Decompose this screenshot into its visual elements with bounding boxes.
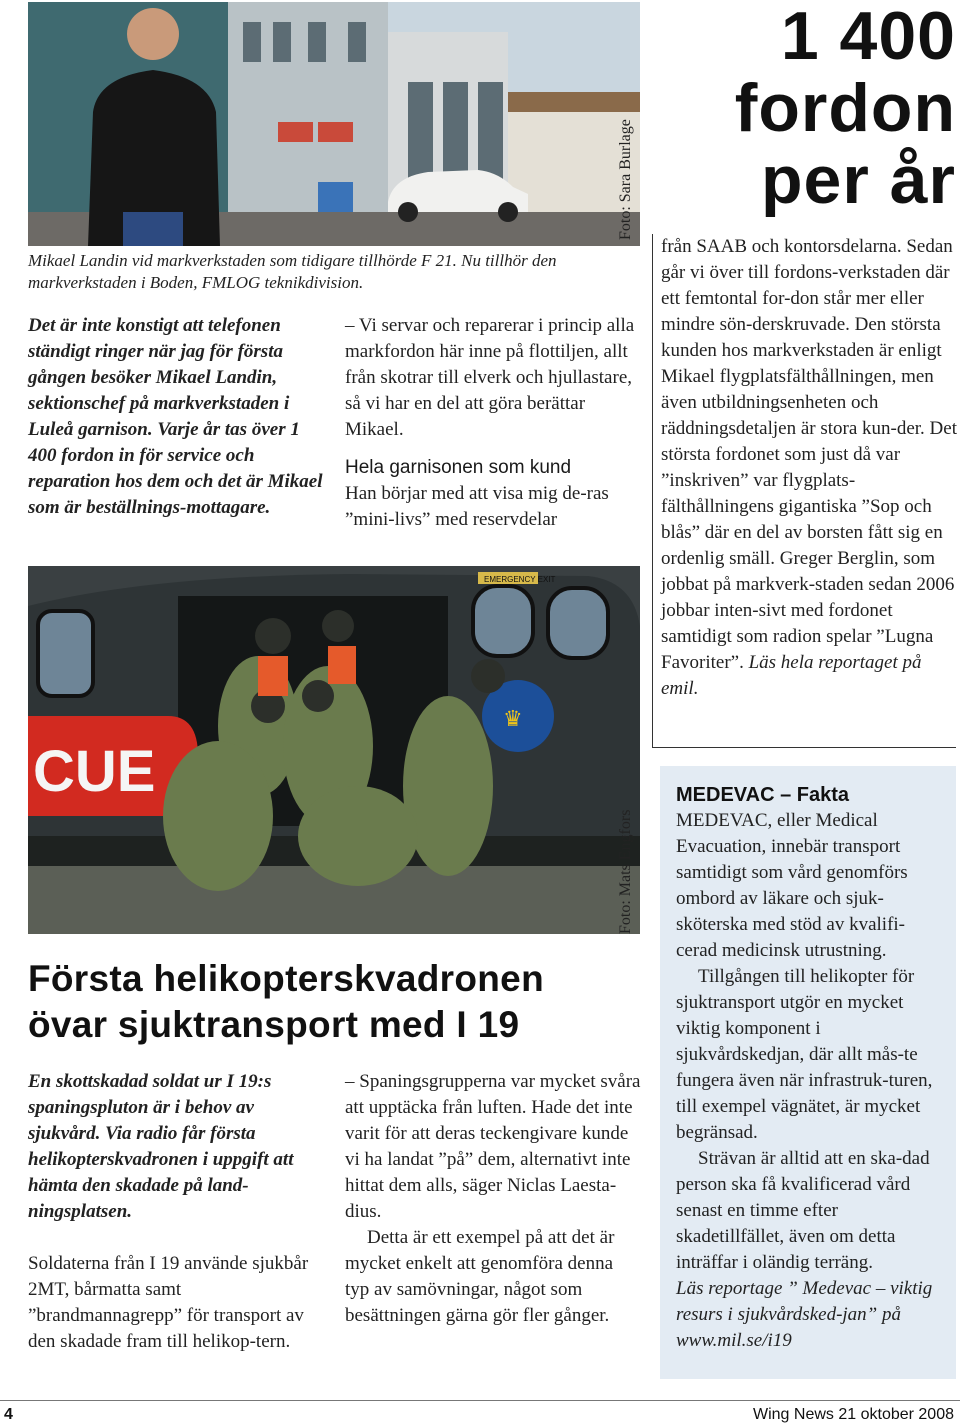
fact-box-title: MEDEVAC – Fakta [676,784,850,806]
read-more-link: Läs hela reportaget på emil. [661,652,922,699]
title-line-1: 1 400 [780,0,956,74]
top-title [650,0,956,216]
bottom-col-2 [345,1069,641,1329]
title-line-2: fordon [734,70,956,146]
column-rule-horizontal [652,747,956,748]
headline-line-2: övar sjuktransport med I 19 [28,1004,520,1045]
fact-para-3: Strävan är alltid att en ska-dad person ska få kvalificerad vård senast en timme efter skadetillfället, även om detta inträffar i oländig terräng. [676,1148,930,1273]
bottom-lede: En skottskadad soldat ur I 19:s spaningspluton är i behov av sjukvård. Via radio får första helikopterskvadronen i uppgift att hämta den skadade på land-ningsplatsen. [28,1071,294,1222]
publication-line: Wing News 21 oktober 2008 [753,1406,954,1423]
top-subhead: Hela garnisonen som kund [345,457,572,478]
svg-text:♛: ♛ [503,707,523,732]
bottom-col2-para1: – Spaningsgrupperna var mycket svåra att upptäcka från luften. Hade det inte varit för att deras teckengivare kunde vi ha landat ”på” dem, alternativt inte hittat dem alls, säger Niclas Laesta-dius. [345,1071,641,1222]
workshop-photo [28,2,640,246]
photo-credit-bottom: Foto: Mats Engfors [617,809,634,934]
fact-para-4: Läs reportage ” Medevac – viktig resurs i sjukvårdsked-jan” på www.mil.se/i19 [676,1278,933,1351]
title-line-3: per år [761,142,956,218]
bottom-headline [28,956,648,1048]
page-number: 4 [4,1406,13,1423]
top-col-3 [661,234,957,702]
top-col2-para1: – Vi servar och reparerar i princip alla markfordon här inne på flottiljen, allt från skotrar till elverk och hjullastare, så vi har en del att göra berättar Mikael. [345,315,635,440]
fact-box [660,766,956,1379]
footer-rule [0,1400,960,1401]
photo-credit-top: Foto: Sara Burlage [617,119,634,240]
bottom-col1-para: Soldaterna från I 19 använde sjukbår 2MT, bårmatta samt ”brandmannagrepp” för transport av den skadade fram till helikop-tern. [28,1253,309,1352]
bottom-col2-para2: Detta är ett exempel på att det är mycket enkelt att genomföra denna typ av samövningar, något som besättningen gärna gör fler gånger. [345,1227,615,1326]
photo-caption: Mikael Landin vid markverkstaden som tidigare tillhörde F 21. Nu tillhör den markverkstaden i Boden, FMLOG teknikdivision. [28,251,557,292]
top-col2-para2: Han börjar med att visa mig de-ras ”mini-livs” med reservdelar [345,483,609,530]
top-lede: Det är inte konstigt att telefonen ständigt ringer när jag för första gången besöker Mikael Landin, sektionschef på markverkstaden i Luleå garnison. Varje år tas över 1 400 fordon in för service och reparation hos dem och det är Mikael som är beställnings-mottagare. [28,315,323,518]
fact-para-1: MEDEVAC, eller Medical Evacuation, innebär transport samtidigt som vård genomförs ombord av läkare och sjuk-sköterska med stöd av kvalifi-cerad medicinsk utrustning. [676,810,908,961]
helicopter-photo [28,566,640,934]
top-col3-text: från SAAB och kontorsdelarna. Sedan går vi över till fordons-verkstaden där ett femtontal for-don står mer eller mindre sön-derskruvade. Den största kunden hos markverkstaden är enligt Mikael flygplatsfälthållningen, men även utbildningsenheten och räddningsdetaljen är stora kun-der. Det största fordonet som just då var ”inskriven” var flygplats-fälthållningens gigantiska ”Sop och blås” där en del av borsten fått sig en ordenlig smäll. Greger Berglin, som jobbat på markverk-staden sedan 2006 jobbar inten-sivt med fordonet samtidigt som radion spelar ”Lugna Favoriter”. [661,236,957,673]
column-rule-vertical [652,234,653,748]
top-col-2 [345,313,641,533]
headline-line-1: Första helikopterskvadronen [28,958,544,999]
bottom-col-1 [28,1069,324,1355]
rescue-text: CUE [33,739,156,804]
fact-para-2: Tillgången till helikopter för sjuktransport utgör en mycket viktig komponent i sjukvårdskedjan, där allt mås-te fungera även när infrastruk-turen, till exempel vägnätet, är mycket begränsad. [676,966,933,1143]
emergency-exit-sign: EMERGENCY EXIT [484,575,556,584]
